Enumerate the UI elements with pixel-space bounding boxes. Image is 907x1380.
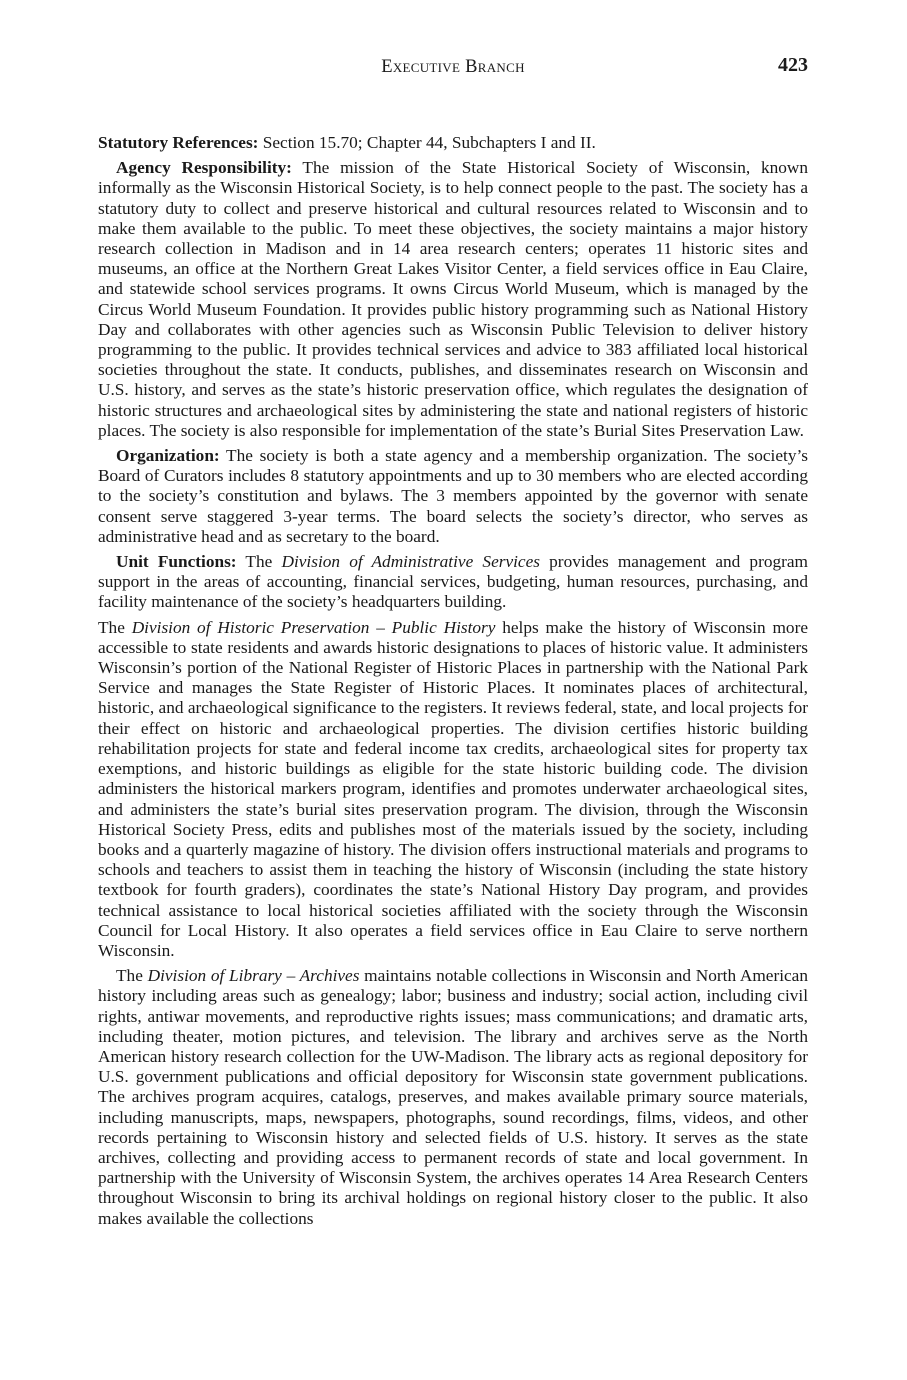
organization-paragraph [98, 446, 808, 547]
page-number: 423 [778, 54, 808, 76]
statutory-references-lead: Statutory References: [98, 133, 259, 152]
running-head [98, 54, 808, 84]
historic-preservation-text: helps make the history of Wisconsin more accessible to state residents and awards historic designations to places of historic value. It administers Wisconsin’s portion of the National Register of Historic Places in partnership with the National Park Service and manages the State Register of Historic Places. It nominates places of architectural, historic, and archaeological significance to the registers. It reviews federal, state, and local projects for their effect on historic and archaeological properties. The division certifies historic building rehabilitation projects for state and federal income tax credits, archaeological sites for property tax exemptions, and historic buildings as eligible for the state historic building code. The division administers the historical markers program, identifies and promotes underwater archaeological sites, and administers the state’s burial sites preservation program. The division, through the Wisconsin Historical Society Press, edits and publishes most of the materials issued by the society, including books and a quarterly magazine of history. The division offers instructional materials and programs to schools and teachers to assist them in teaching the history of Wisconsin (including the state history textbook for fourth graders), coordinates the state’s National History Day program, and provides technical assistance to local historical societies affiliated with the society through the Wisconsin Council for Local History. It also operates a field services office in Eau Claire to serve northern Wisconsin. [98, 617, 808, 960]
agency-responsibility-paragraph [98, 158, 808, 441]
division-library-archives: Division of Library – Archives [147, 966, 360, 986]
unit-functions-lead: Unit Functions: [116, 552, 237, 572]
agency-responsibility-lead: Agency Responsibility: [116, 158, 292, 178]
division-administrative-services: Division of Administrative Services [281, 552, 540, 572]
organization-text: The society is both a state agency and a membership organization. The society’s Board of Curators includes 8 statutory appointments and up to 30 members who are elected according to the society’s constitution and bylaws. The 3 members appointed by the governor with senate consent serve staggered 3-year terms. The board selects the society’s director, who serves as administrative head and as secretary to the board. [98, 446, 808, 546]
historic-preservation-paragraph [98, 618, 808, 961]
historic-preservation-pre: The [98, 617, 132, 637]
organization-lead: Organization: [116, 446, 220, 466]
unit-functions-pre: The [236, 552, 282, 572]
unit-functions-text: provides management and program support in the areas of accounting, financial services, budgeting, human resources, purchasing, and facility maintenance of the society’s headquarters building. [98, 552, 808, 612]
unit-functions-paragraph [98, 552, 808, 613]
body-text [98, 133, 808, 1234]
library-archives-pre: The [116, 966, 148, 986]
division-historic-preservation: Division of Historic Preservation – Public History [131, 617, 496, 637]
library-archives-text: maintains notable collections in Wisconsin and North American history including areas such as genealogy; labor; business and industry; social action, including civil rights, antiwar movements, and reproductive rights issues; mass communications; and dramatic arts, including theater, motion pictures, and television. The library and archives serve as the North American history research collection for the UW-Madison. The library acts as regional depository for U.S. government publications and official depository for Wisconsin state government publications. The archives program acquires, catalogs, preserves, and makes available primary source materials, including manuscripts, maps, newspapers, photographs, sound recordings, films, videos, and other records pertaining to Wisconsin history and selected fields of U.S. history. It serves as the state archives, collecting and providing access to permanent records of state and local government. In partnership with the University of Wisconsin System, the archives operates 14 Area Research Centers throughout Wisconsin to bring its archival holdings on regional history closer to the public. It also makes available the collections [98, 966, 808, 1228]
section-title: Executive Branch [381, 57, 525, 77]
statutory-references-paragraph [98, 133, 808, 153]
agency-responsibility-text: The mission of the State Historical Society of Wisconsin, known informally as the Wisconsin Historical Society, is to help connect people to the past. The society has a statutory duty to collect and preserve historical and cultural resources related to Wisconsin and to make them available to the public. To meet these objectives, the society maintains a major history research collection in Madison and in 14 area research centers; operates 11 historic sites and museums, an office at the Northern Great Lakes Visitor Center, a field services office in Eau Claire, and statewide school services programs. It owns Circus World Museum, which is managed by the Circus World Museum Foundation. It provides public history programming such as National History Day and collaborates with other agencies such as Wisconsin Public Television to deliver history programming to the public. It provides technical services and advice to 383 affiliated local historical societies throughout the state. It conducts, publishes, and disseminates research on Wisconsin and U.S. history, and serves as the state’s historic preservation office, which regulates the designation of historic structures and archaeological sites by administering the state and national registers of historic places. The society is also responsible for implementation of the state’s Burial Sites Preservation Law. [98, 158, 808, 440]
library-archives-paragraph [98, 966, 808, 1229]
statutory-references-text: Section 15.70; Chapter 44, Subchapters I and II. [258, 133, 596, 152]
